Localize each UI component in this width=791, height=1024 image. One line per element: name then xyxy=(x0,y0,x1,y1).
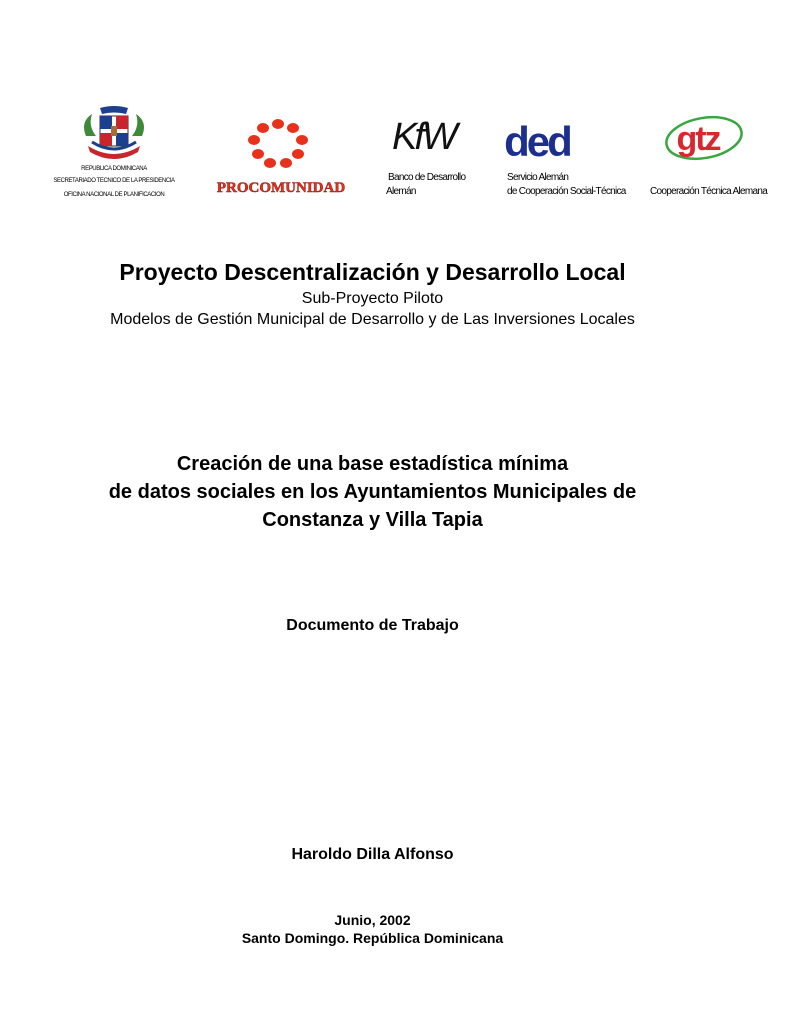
document-title-line1: Creación de una base estadística mínima xyxy=(176,453,569,475)
gtz-wordmark xyxy=(654,112,746,166)
kfw-caption-line2: Alemán xyxy=(386,186,416,197)
document-title xyxy=(0,450,745,534)
procomunidad-wordmark xyxy=(208,176,354,198)
ded-wordmark xyxy=(504,120,570,164)
project-models-line: Modelos de Gestión Municipal de Desarrollo y de Las Inversiones Locales xyxy=(110,311,635,328)
gov-logo-line3: OFICINA NACIONAL DE PLANIFICACION xyxy=(63,192,165,198)
procomunidad-ring-icon xyxy=(246,118,310,170)
gtz-caption: Cooperación Técnica Alemana xyxy=(650,186,768,197)
author-name: Haroldo Dilla Alfonso xyxy=(291,846,454,863)
kfw-wordmark: KfW xyxy=(392,116,455,158)
kfw-caption-line1: Banco de Desarrollo xyxy=(388,172,466,183)
gov-logo-line1: REPUBLICA DOMINICANA xyxy=(81,166,147,172)
project-title: Proyecto Descentralización y Desarrollo Local xyxy=(119,259,626,285)
gov-logo-line2: SECRETARIADO TECNICO DE LA PRESIDENCIA xyxy=(53,178,175,184)
document-type: Documento de Trabajo xyxy=(286,617,459,634)
document-place: Santo Domingo. República Dominicana xyxy=(241,930,504,946)
ded-wordmark-text: ded xyxy=(504,120,570,164)
ded-caption-line2: de Cooperación Social-Técnica xyxy=(507,186,626,197)
ded-caption-line1: Servicio Alemán xyxy=(507,172,569,183)
coat-of-arms-icon xyxy=(78,106,150,164)
document-date: Junio, 2002 xyxy=(334,912,411,928)
subproject-label: Sub-Proyecto Piloto xyxy=(301,290,444,307)
procomunidad-wordmark-text: PROCOMUNIDAD xyxy=(216,180,346,196)
document-title-line2: de datos sociales en los Ayuntamientos Municipales de xyxy=(108,481,637,503)
document-title-line3: Constanza y Villa Tapia xyxy=(262,509,483,531)
gtz-wordmark-text: gtz xyxy=(676,120,720,158)
